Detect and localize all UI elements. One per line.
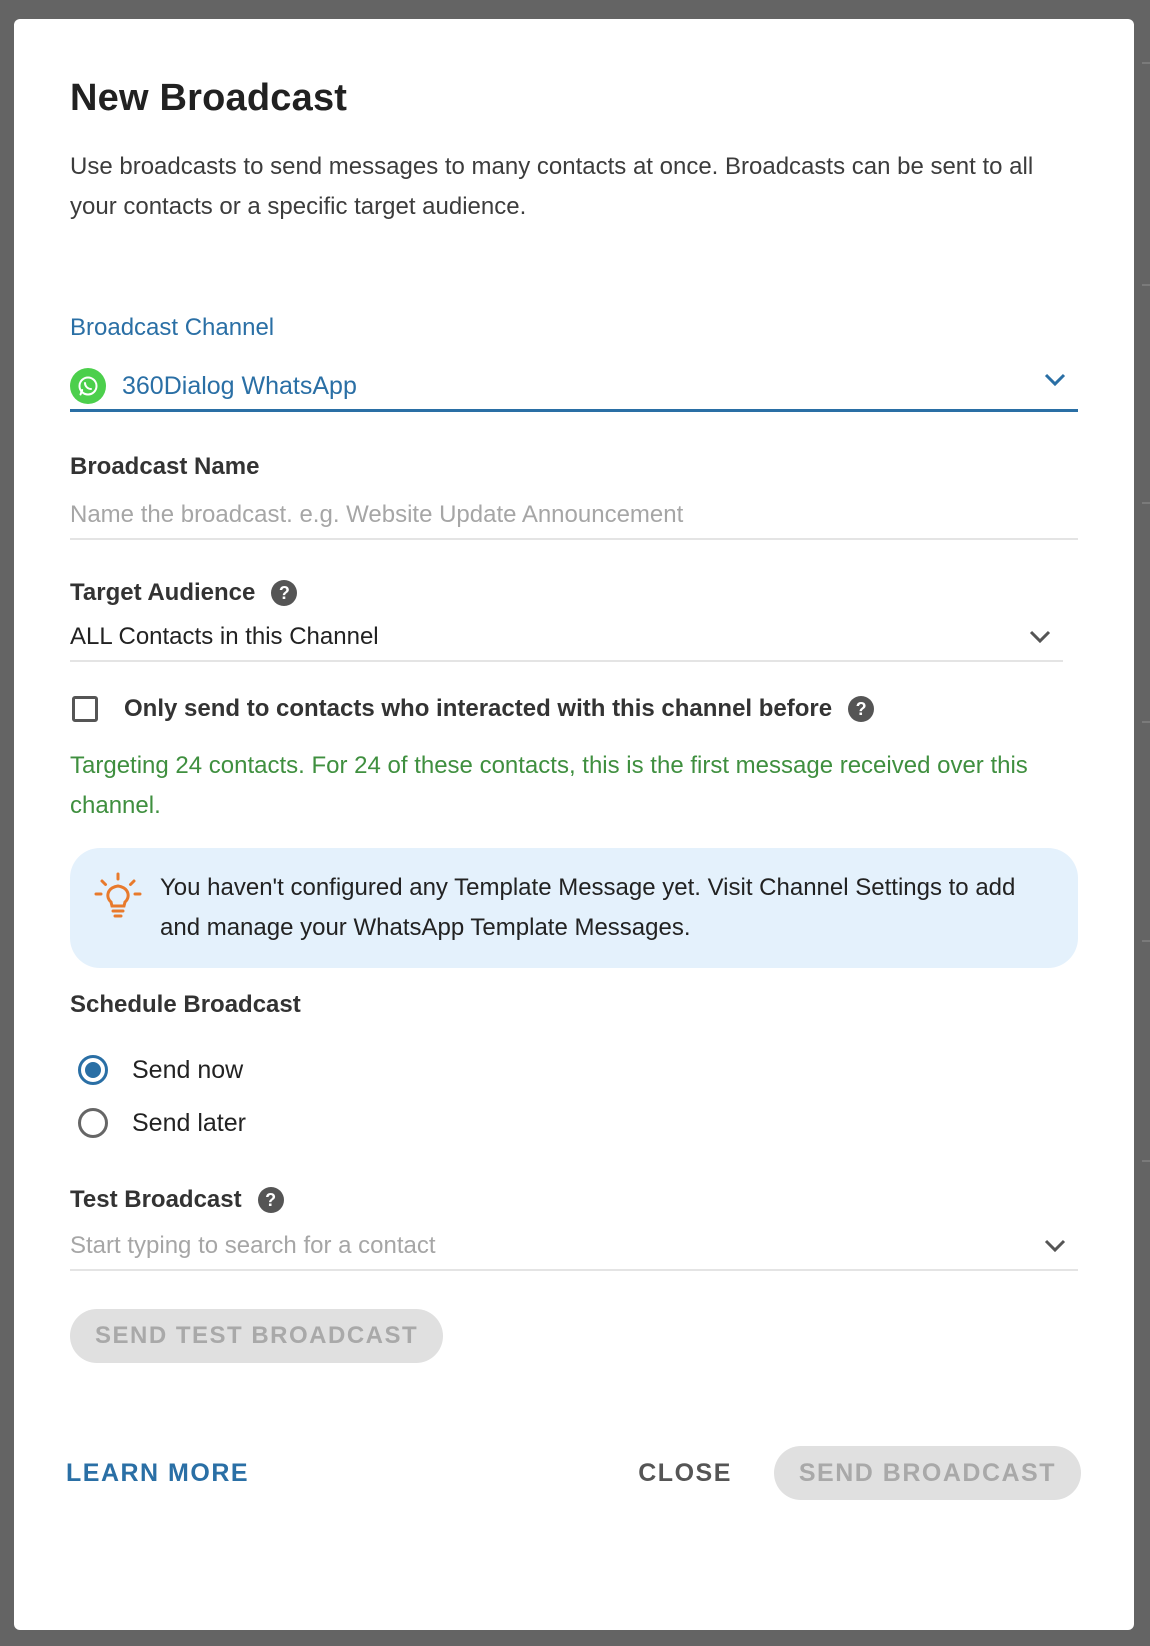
test-contact-search[interactable] <box>70 1223 1078 1271</box>
target-audience-value: ALL Contacts in this Channel <box>70 623 379 650</box>
chevron-down-icon[interactable] <box>1042 1237 1068 1255</box>
broadcast-channel-label: Broadcast Channel <box>70 314 275 341</box>
broadcast-channel-select[interactable] <box>70 363 1078 412</box>
test-contact-placeholder: Start typing to search for a contact <box>70 1232 436 1259</box>
send-now-radio[interactable] <box>78 1055 108 1085</box>
schedule-broadcast-label: Schedule Broadcast <box>70 991 301 1018</box>
send-later-radio[interactable] <box>78 1108 108 1138</box>
help-icon[interactable]: ? <box>848 696 874 722</box>
broadcast-channel-value: 360Dialog WhatsApp <box>122 371 357 400</box>
whatsapp-icon <box>70 368 106 404</box>
send-test-broadcast-button[interactable]: SEND TEST BROADCAST <box>70 1309 443 1363</box>
send-later-label: Send later <box>132 1108 246 1137</box>
dialog-footer <box>66 1446 1081 1500</box>
chevron-down-icon[interactable] <box>1042 371 1068 389</box>
chevron-down-icon[interactable] <box>1027 628 1053 646</box>
test-broadcast-label: Test Broadcast <box>70 1186 242 1213</box>
learn-more-link[interactable]: LEARN MORE <box>66 1458 250 1487</box>
dialog-description: Use broadcasts to send messages to many contacts at once. Broadcasts can be sent to all your contacts or a specific target audience. <box>70 153 1034 220</box>
lightbulb-icon <box>94 872 142 920</box>
send-now-label: Send now <box>132 1055 244 1084</box>
send-broadcast-button[interactable]: SEND BROADCAST <box>774 1446 1081 1500</box>
interacted-only-option[interactable] <box>70 694 1078 724</box>
template-notice-text: You haven't configured any Template Message yet. Visit Channel Settings to add and manage your WhatsApp Template Messages. <box>160 874 1016 941</box>
targeting-info-text: Targeting 24 contacts. For 24 of these contacts, this is the first message received over this channel. <box>70 752 1028 819</box>
interacted-only-checkbox[interactable] <box>72 696 98 722</box>
broadcast-name-label: Broadcast Name <box>70 453 260 480</box>
dialog-title: New Broadcast <box>70 77 348 119</box>
target-audience-label: Target Audience <box>70 579 256 606</box>
broadcast-name-input[interactable] <box>70 492 1078 540</box>
help-icon[interactable]: ? <box>258 1187 284 1213</box>
broadcast-name-placeholder: Name the broadcast. e.g. Website Update Announcement <box>70 501 684 528</box>
new-broadcast-dialog <box>14 19 1134 1630</box>
send-now-option[interactable] <box>70 1050 1078 1090</box>
help-icon[interactable]: ? <box>271 580 297 606</box>
template-notice <box>70 848 1078 968</box>
send-later-option[interactable] <box>70 1103 1078 1143</box>
interacted-only-label: Only send to contacts who interacted with this channel before <box>124 695 833 722</box>
close-button[interactable]: CLOSE <box>638 1458 732 1487</box>
target-audience-select[interactable] <box>70 614 1063 662</box>
